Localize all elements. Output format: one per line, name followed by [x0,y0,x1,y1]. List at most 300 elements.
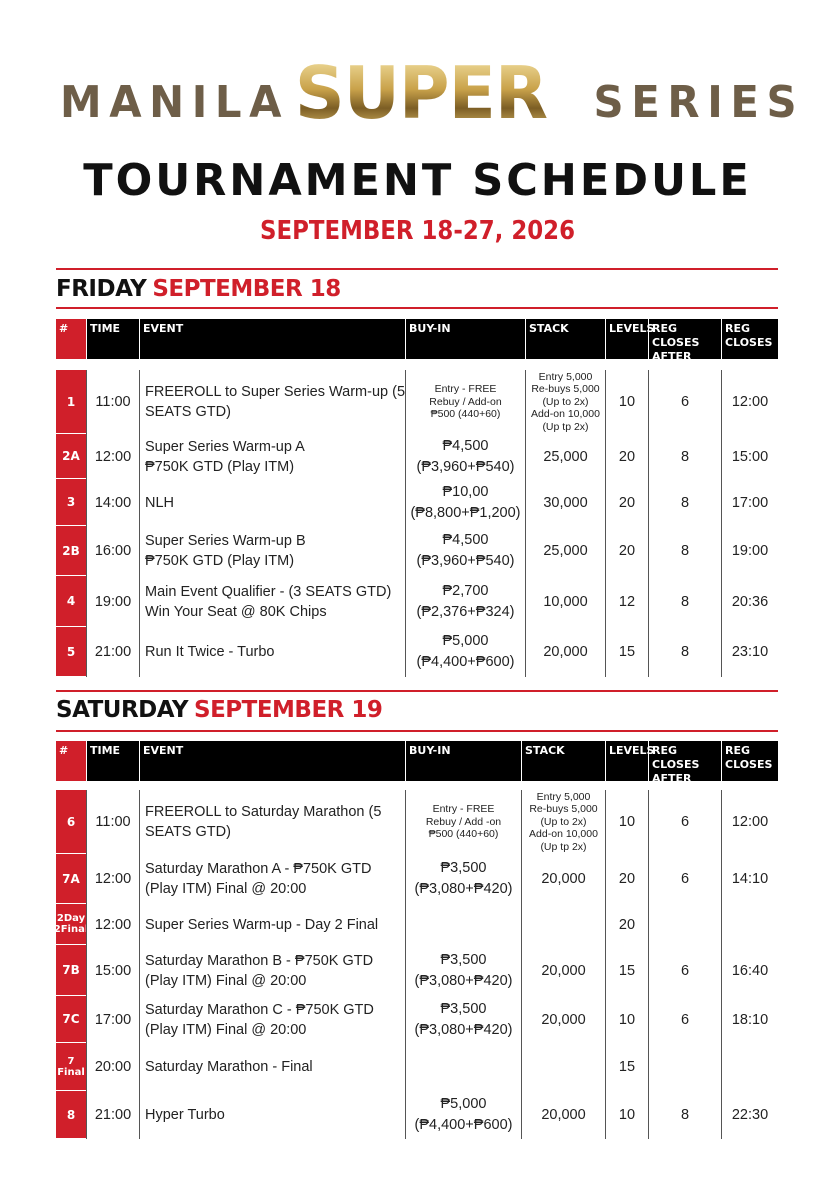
event-cell-text [145,1000,374,1040]
event-number [62,964,80,976]
event-cell-text [145,642,274,662]
table-row [56,854,778,904]
reg-closes-after-level-cell-text [681,495,689,511]
day-heading-saturday [56,697,382,723]
text-line: Entry 5,000 [536,790,591,803]
text-line: 7C [62,1012,80,1026]
text-line: Add-on 10,000 [531,408,600,421]
buyin-cell-text [410,482,520,524]
brand-logo [0,51,835,135]
event-number [54,913,89,935]
levels-cell-text [619,871,635,887]
reg-closes-after-level-cell-text [681,449,689,465]
buyin-cell-text [426,803,501,841]
event-cell [139,526,405,576]
text-line: ₱750K GTD (Play ITM) [145,553,295,569]
event-cell [139,790,405,854]
reg-closes-after-level-cell [648,370,721,434]
time-cell [86,526,139,576]
reg-closes-after-level-cell-text [681,1107,689,1123]
text-line: ₱2,700 [442,582,489,599]
levels-cell-text [619,644,635,660]
text-line: 21:00 [94,644,132,660]
buyin-cell [405,627,525,677]
text-line: Super Series Warm-up B [145,533,306,549]
stack-cell [521,1091,605,1139]
text-line: 20,000 [543,644,588,660]
text-line: 17:00 [731,494,769,511]
text-line: 25,000 [543,543,588,559]
text-line: Re-buys 5,000 [531,383,600,396]
brand-right-text: SERIES [593,77,805,128]
table-row [56,434,778,479]
reg-closes-cell [721,945,778,996]
time-cell-text [95,495,131,511]
reg-closes-after-level-cell [648,576,721,627]
time-cell [86,790,139,854]
event-cell-text [145,382,405,422]
levels-cell [605,526,648,576]
text-line: 12:00 [94,871,132,887]
event-cell-text [145,1105,225,1125]
time-cell-text [95,394,130,410]
column-header: STACK [521,741,605,781]
levels-cell [605,1043,648,1091]
event-number [62,1013,79,1025]
reg-closes-after-level-cell-text [681,963,689,979]
time-cell [86,854,139,904]
column-header: LEVELS [605,319,648,359]
buyin-cell [405,370,525,434]
event-number [67,1109,75,1121]
text-line: 8 [680,644,690,660]
text-line: 10 [618,394,636,410]
text-line: Rebuy / Add -on [425,815,502,828]
table-row [56,627,778,677]
buyin-cell [405,996,521,1043]
levels-cell-text [619,495,635,511]
levels-cell [605,945,648,996]
text-line: Add-on 10,000 [529,828,598,841]
time-cell [86,576,139,627]
table-row [56,370,778,434]
buyin-cell-text [429,383,501,421]
column-header: STACK [525,319,605,359]
reg-closes-cell [721,904,778,945]
event-cell-text [145,802,381,842]
text-line: 12:00 [94,916,132,933]
reg-closes-after-level-cell-text [681,394,689,410]
reg-closes-cell [721,526,778,576]
reg-closes-cell-text [732,814,768,830]
stack-cell-text [541,963,585,979]
event-number [62,873,80,885]
reg-closes-cell [721,1043,778,1091]
time-cell [86,479,139,526]
event-number-badge [56,526,86,576]
text-line: 15 [618,644,636,660]
text-line: 12:00 [731,394,769,410]
text-line: Main Event Qualifier - (3 SEATS GTD) [145,583,392,600]
text-line: Entry 5,000 [538,370,593,383]
text-line: (₱4,400+₱600) [416,654,515,670]
levels-cell-text [619,449,635,465]
buyin-cell [405,945,521,996]
stack-cell [525,370,605,434]
time-cell [86,627,139,677]
column-header: EVENT [139,741,405,781]
text-line: 8 [680,543,690,559]
buyin-cell [405,1043,521,1091]
column-header: TIME [86,741,139,781]
schedule-table-saturday [53,790,778,1139]
text-line: Super Series Warm-up - Day 2 Final [145,916,379,933]
text-line: FREEROLL to Super Series Warm-up (5 SEATS GTD) [145,384,406,420]
text-line: 6 [680,1011,690,1028]
stack-cell [521,996,605,1043]
event-cell [139,904,405,945]
text-line: 2Day [56,913,86,924]
stack-cell [525,627,605,677]
text-line: 15:00 [731,448,769,465]
buyin-cell-text [417,631,515,673]
table-row [56,576,778,627]
text-line: (₱8,800+₱1,200) [410,504,521,521]
buyin-cell [405,434,525,479]
buyin-cell-text [415,1094,513,1136]
text-line: 6 [680,962,690,979]
text-line: ₱3,500 [440,951,487,968]
text-line: 8 [680,593,690,610]
text-line: 10 [618,1107,636,1123]
event-cell-text [145,859,371,899]
reg-closes-after-level-cell-text [681,871,689,887]
reg-closes-after-level-cell [648,945,721,996]
reg-closes-after-level-cell-text [681,814,689,830]
levels-cell [605,479,648,526]
table-row [56,526,778,576]
text-line: 11:00 [95,394,131,410]
stack-cell-text [541,1012,585,1028]
levels-cell-text [619,394,635,410]
text-line: FREEROLL to Saturday Marathon (5 [145,804,382,820]
reg-closes-after-level-cell [648,627,721,677]
buyin-cell [405,854,521,904]
day-date: SEPTEMBER 19 [194,697,383,723]
text-line: 2B [62,543,80,558]
text-line: 2A [62,449,80,463]
text-line: (₱3,960+₱540) [416,458,515,475]
text-line: 12:00 [731,814,769,830]
text-line: (Play ITM) Final @ 20:00 [145,1021,307,1038]
text-line: ₱3,500 [440,1000,487,1017]
stack-cell-text [543,449,587,465]
text-line: Saturday Marathon B - ₱750K GTD [145,952,374,969]
event-number [62,450,80,462]
reg-closes-after-level-cell [648,904,721,945]
text-line: 15 [618,1059,636,1075]
event-cell-text [145,1057,313,1077]
text-line: NLH [145,494,175,511]
reg-closes-cell [721,434,778,479]
event-number-badge [56,576,86,627]
section-rule [56,730,778,732]
text-line: (Up tp 2x) [540,840,587,853]
text-line: ₱3,500 [440,860,487,876]
text-line: ₱750K GTD (Play ITM) [145,458,295,475]
text-line: (₱4,400+₱600) [414,1117,513,1133]
text-line: 18:10 [731,1011,769,1028]
reg-closes-after-level-cell [648,1091,721,1139]
text-line: 5 [66,644,76,659]
column-header: BUY-IN [405,741,521,781]
text-line: 19:00 [94,593,132,610]
text-line: Rebuy / Add-on [429,395,502,408]
column-header: REG CLOSES [721,319,778,359]
event-cell-text [145,493,174,513]
reg-closes-after-level-cell [648,1043,721,1091]
text-line: 19:00 [731,543,769,559]
stack-cell-text [543,644,587,660]
text-line: 20:36 [731,593,769,610]
event-cell [139,370,405,434]
text-line: 10 [618,814,636,830]
text-line: 12:00 [94,448,132,465]
event-number-badge [56,627,86,677]
text-line: ₱4,500 [442,532,489,548]
reg-closes-after-level-cell [648,854,721,904]
buyin-cell-text [415,999,513,1041]
reg-closes-cell-text [732,495,768,511]
time-cell-text [95,449,131,465]
text-line: 8 [680,494,690,511]
text-line: (₱3,080+₱420) [414,1021,513,1038]
reg-closes-cell-text [732,394,768,410]
reg-closes-after-level-cell-text [681,1012,689,1028]
reg-closes-after-level-cell [648,526,721,576]
time-cell [86,945,139,996]
event-dates: SEPTEMBER 18-27, 2026 [259,216,576,246]
text-line: Run It Twice - Turbo [145,644,275,660]
text-line: Entry - FREE [432,803,495,816]
stack-cell [525,479,605,526]
text-line: 17:00 [94,1011,132,1028]
event-number [62,545,80,557]
time-cell-text [95,814,130,830]
section-rule [56,307,778,309]
text-line: ₱500 (440+60) [428,828,499,841]
time-cell [86,1091,139,1139]
event-number [67,496,75,508]
text-line: (₱3,080+₱420) [414,972,513,989]
column-header: LEVELS [605,741,648,781]
text-line: 30,000 [543,494,588,511]
text-line: 20 [618,494,636,511]
reg-closes-after-level-cell-text [681,543,689,559]
text-line: 2Final [53,924,89,935]
event-cell [139,576,405,627]
reg-closes-after-level-cell-text [681,644,689,660]
text-line: ₱500 (440+60) [430,408,501,421]
text-line: 20 [618,871,636,887]
text-line: 10 [618,1011,636,1028]
time-cell [86,1043,139,1091]
text-line: 16:00 [94,543,132,559]
time-cell-text [95,1107,131,1123]
text-line: 15 [618,962,636,979]
text-line: (₱3,960+₱540) [416,553,515,569]
reg-closes-cell-text [732,594,768,610]
event-number [67,816,75,828]
event-cell-text [145,582,391,622]
event-number-badge [56,479,86,526]
brand-center-text: SUPER [291,55,550,131]
section-rule [56,268,778,270]
column-header: # [56,741,86,781]
time-cell-text [95,543,131,559]
event-number-badge [56,370,86,434]
event-cell [139,479,405,526]
event-cell [139,945,405,996]
levels-cell [605,790,648,854]
time-cell-text [95,1059,131,1075]
text-line: 20,000 [541,1011,586,1028]
stack-cell-text [541,871,585,887]
day-name: SATURDAY [56,697,189,723]
table-row [56,996,778,1043]
text-line: ₱5,000 [442,633,489,649]
column-header: # [56,319,86,359]
reg-closes-cell-text [732,963,768,979]
buyin-cell-text [415,858,513,900]
text-line: ₱4,500 [442,437,489,454]
text-line: 6 [680,871,690,887]
event-number-badge [56,996,86,1043]
event-number [67,396,75,408]
event-number [57,1056,85,1078]
buyin-cell [405,1091,521,1139]
stack-cell [525,434,605,479]
time-cell-text [95,644,131,660]
day-heading-friday [56,276,341,302]
table-row [53,904,778,945]
stack-cell-text [541,1107,585,1123]
reg-closes-after-level-cell [648,434,721,479]
levels-cell [605,996,648,1043]
event-number [67,646,75,658]
event-cell-text [145,915,378,935]
text-line: 10,000 [543,593,588,610]
text-line: 7B [62,963,80,977]
reg-closes-cell [721,790,778,854]
buyin-cell [405,790,521,854]
buyin-cell [405,904,521,945]
time-cell-text [95,1012,131,1028]
text-line: 20 [618,543,636,559]
text-line: Final [57,1066,85,1078]
time-cell [86,904,139,945]
event-number-badge [56,790,86,854]
reg-closes-cell-text [732,1012,768,1028]
reg-closes-cell [721,1091,778,1139]
buyin-cell-text [415,950,513,992]
text-line: 8 [66,1107,76,1122]
text-line: 20,000 [541,962,586,979]
stack-cell [521,945,605,996]
levels-cell [605,627,648,677]
table-row [56,790,778,854]
brand-left-text: MANILA [60,77,290,128]
text-line: 1 [66,394,76,409]
reg-closes-cell-text [732,644,768,660]
levels-cell-text [619,963,635,979]
reg-closes-cell-text [732,871,768,887]
column-header: EVENT [139,319,405,359]
levels-cell-text [619,543,635,559]
table-row [56,1091,778,1139]
schedule-table-friday [56,370,778,677]
text-line: 20,000 [541,871,586,887]
text-line: 6 [680,394,690,410]
levels-cell [605,1091,648,1139]
reg-closes-cell-text [732,1107,768,1123]
stack-cell-text [543,543,587,559]
text-line: 20 [618,916,636,933]
levels-cell-text [619,1059,635,1075]
levels-cell [605,576,648,627]
levels-cell-text [619,1012,635,1028]
buyin-cell-text [417,581,515,623]
text-line: (Up to 2x) [542,395,589,408]
time-cell [86,996,139,1043]
event-cell-text [145,951,373,991]
page-title: TOURNAMENT SCHEDULE [83,155,752,206]
section-rule [56,690,778,692]
event-cell [139,1043,405,1091]
buyin-cell [405,479,525,526]
reg-closes-cell [721,370,778,434]
reg-closes-cell [721,996,778,1043]
column-header: REG CLOSES AFTER LEVEL [648,741,721,781]
text-line: 20:00 [94,1059,132,1075]
buyin-cell-text [417,436,515,478]
text-line: Saturday Marathon - Final [145,1059,313,1075]
text-line: (₱2,376+₱324) [416,603,515,620]
reg-closes-after-level-cell-text [681,594,689,610]
text-line: 16:40 [731,962,769,979]
text-line: 14:00 [94,494,132,511]
reg-closes-cell [721,576,778,627]
levels-cell-text [619,917,635,933]
column-header: REG CLOSES [721,741,778,781]
text-line: 20 [618,448,636,465]
text-line: 3 [66,495,76,509]
time-cell-text [95,963,131,979]
text-line: 7 [67,1055,75,1067]
text-line: (Up tp 2x) [542,420,589,433]
event-cell-text [145,531,306,571]
text-line: (Play ITM) Final @ 20:00 [145,881,307,897]
day-date: SEPTEMBER 18 [152,276,341,302]
text-line: Saturday Marathon A - ₱750K GTD [145,861,372,877]
table-row [56,1043,778,1091]
text-line: 15:00 [94,962,132,979]
stack-cell [521,854,605,904]
text-line: 12 [618,593,636,610]
table-row [56,945,778,996]
event-cell-text [145,437,305,477]
event-cell [139,996,405,1043]
